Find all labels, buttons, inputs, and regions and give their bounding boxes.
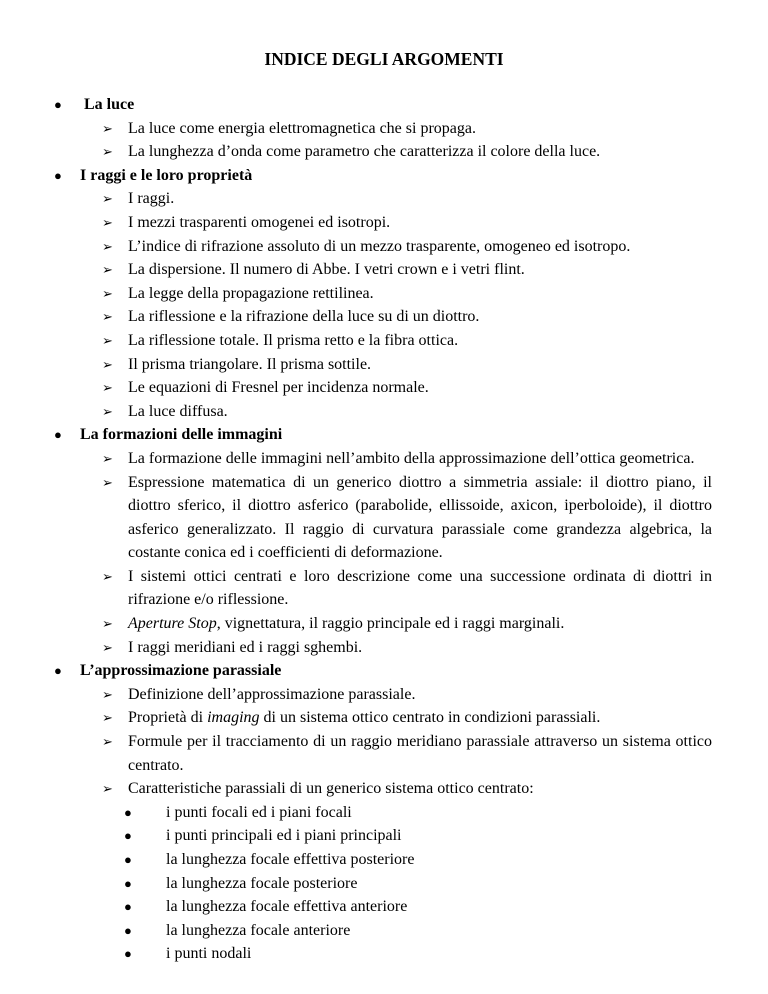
arrow-bullet-icon: ➢ (102, 144, 113, 160)
section-heading (0, 659, 768, 683)
sub-list-item: ● la lunghezza focale effettiva anteriore (0, 895, 768, 919)
list-item: ➢ La legge della propagazione rettilinea. (0, 282, 768, 306)
arrow-bullet-icon: ➢ (102, 309, 113, 325)
bullet-icon: ● (54, 663, 62, 679)
bullet-icon: ● (54, 97, 62, 112)
list-item: ➢ Aperture Stop, vignettatura, il raggio principale ed i raggi marginali. (0, 612, 768, 636)
arrow-bullet-icon: ➢ (102, 450, 113, 466)
list-item: ➢ I mezzi trasparenti omogenei ed isotropi. (0, 211, 768, 235)
arrow-bullet-icon: ➢ (102, 710, 113, 726)
arrow-bullet-icon: ➢ (102, 686, 113, 702)
arrow-bullet-icon: ➢ (102, 214, 113, 230)
list-item: ➢ L’indice di rifrazione assoluto di un mezzo trasparente, omogeneo ed isotropo. (0, 235, 768, 259)
list-item: ➢ La riflessione totale. Il prisma retto e la fibra ottica. (0, 329, 768, 353)
sub-list-item: ● la lunghezza focale anteriore (0, 919, 768, 943)
section-label: La luce (84, 96, 135, 113)
bullet-icon: ● (54, 167, 62, 183)
sub-list-item: ● i punti nodali (0, 942, 768, 966)
arrow-bullet-icon: ➢ (102, 120, 113, 136)
arrow-bullet-icon: ➢ (102, 191, 113, 207)
section-label: I raggi e le loro proprietà (80, 166, 253, 184)
bullet-icon: ● (124, 875, 132, 891)
list-item: ➢ La formazione delle immagini nell’ambito della approssimazione dell’ottica geometrica. (0, 447, 768, 471)
arrow-bullet-icon: ➢ (102, 380, 113, 396)
bullet-icon: ● (124, 852, 132, 867)
arrow-bullet-icon: ➢ (102, 262, 113, 278)
list-item: ➢ Espressione matematica di un generico diottro a simmetria assiale: il diottro piano, il diottro sferico, il diottro asferico (parabolide, ellissoide, axicon, iperboloide), il diottro asferico generalizzato. Il raggio di curvatura parassiale come grandezza algebrica, la costante conica ed i coefficienti di deformazione. (0, 471, 768, 565)
section-label: La formazioni delle immagini (80, 426, 283, 444)
bullet-icon: ● (124, 804, 132, 820)
list-item: ➢ La riflessione e la rifrazione della luce su di un diottro. (0, 305, 768, 329)
arrow-bullet-icon: ➢ (102, 639, 113, 655)
arrow-bullet-icon: ➢ (102, 474, 113, 490)
sub-list-item: ● la lunghezza focale effettiva posteriore (0, 848, 768, 872)
list-item: ➢ La luce diffusa. (0, 400, 768, 424)
list-item: ➢ Le equazioni di Fresnel per incidenza normale. (0, 376, 768, 400)
sub-list-item: ● i punti principali ed i piani principali (0, 824, 768, 848)
page-title: INDICE DEGLI ARGOMENTI (264, 49, 504, 69)
section-heading (0, 164, 768, 188)
sub-list-item: ● i punti focali ed i piani focali (0, 801, 768, 825)
list-item: ➢ La dispersione. Il numero di Abbe. I vetri crown e i vetri flint. (0, 258, 768, 282)
list-item: ➢ La luce come energia elettromagnetica che si propaga. (0, 117, 768, 141)
arrow-bullet-icon: ➢ (102, 616, 113, 632)
arrow-bullet-icon: ➢ (102, 356, 113, 372)
list-item: ➢ Caratteristiche parassiali di un generico sistema ottico centrato: (0, 777, 768, 801)
arrow-bullet-icon: ➢ (102, 285, 113, 301)
sub-list-item: ● la lunghezza focale posteriore (0, 872, 768, 896)
arrow-bullet-icon: ➢ (102, 734, 113, 750)
section-heading (0, 423, 768, 447)
list-item: ➢ Formule per il tracciamento di un raggio meridiano parassiale attraverso un sistema ottico centrato. (0, 730, 768, 777)
list-item: ➢ Proprietà di imaging di un sistema ottico centrato in condizioni parassiali. (0, 706, 768, 730)
bullet-icon: ● (124, 946, 132, 962)
section-label: L’approssimazione parassiale (80, 662, 282, 680)
arrow-bullet-icon: ➢ (102, 238, 113, 254)
arrow-bullet-icon: ➢ (102, 568, 113, 584)
list-item: ➢ I raggi. (0, 187, 768, 211)
list-item: ➢ I sistemi ottici centrati e loro descrizione come una successione ordinata di diottri in rifrazione e/o riflessione. (0, 565, 768, 612)
arrow-bullet-icon: ➢ (102, 403, 113, 419)
bullet-icon: ● (124, 828, 132, 844)
bullet-icon: ● (124, 922, 132, 938)
list-item: ➢ I raggi meridiani ed i raggi sghembi. (0, 636, 768, 660)
arrow-bullet-icon: ➢ (102, 781, 113, 797)
list-item: ➢ La lunghezza d’onda come parametro che caratterizza il colore della luce. (0, 140, 768, 164)
list-item: ➢ Definizione dell’approssimazione parassiale. (0, 683, 768, 707)
list-item: ➢ Il prisma triangolare. Il prisma sottile. (0, 353, 768, 377)
bullet-icon: ● (124, 899, 132, 915)
arrow-bullet-icon: ➢ (102, 332, 113, 348)
section-heading (0, 93, 768, 117)
bullet-icon: ● (54, 427, 62, 443)
table-of-contents (0, 93, 768, 966)
